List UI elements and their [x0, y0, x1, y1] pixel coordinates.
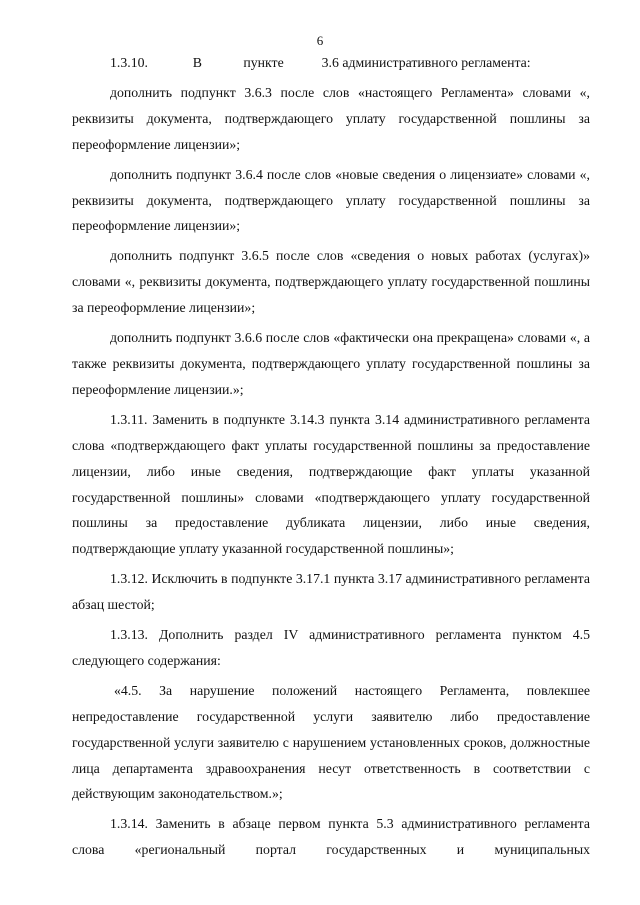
paragraph-1-3-10: 1.3.10. В пункте 3.6 административного регламента: — [110, 55, 531, 70]
document-body — [72, 50, 590, 863]
page-number: 6 — [316, 33, 324, 48]
paragraph-amend-3-6-4: дополнить подпункт 3.6.4 после слов «новые сведения о лицензиате» словами «, реквизиты документа, подтверждающего уплату государственной пошлины за переоформление лицензии»; — [72, 166, 590, 234]
paragraph-amend-3-6-5: дополнить подпункт 3.6.5 после слов «сведения о новых работах (услугах)» словами «, реквизиты документа, подтверждающего уплату государственной пошлины за переоформление лицензии»; — [72, 248, 590, 316]
paragraph-amend-3-6-3: дополнить подпункт 3.6.3 после слов «настоящего Регламента» словами «, реквизиты документа, подтверждающего уплату государственной пошлины за переоформление лицензии»; — [72, 84, 590, 152]
paragraph-1-3-14: 1.3.14. Заменить в абзаце первом пункта 5.3 административного регламента слова «региональный портал государственных и муниципальных — [72, 816, 590, 858]
paragraph-1-3-11: 1.3.11. Заменить в подпункте 3.14.3 пункта 3.14 административного регламента слова «подтверждающего факт уплаты государственной пошлины за предоставление лицензии, либо иные сведения, подтверждающие факт уплаты указанной государственной пошлины» словами «подтверждающего уплату государственной пошлины за предоставление дубликата лицензии, либо иные сведения, подтверждающие уплату указанной государственной пошлины»; — [72, 411, 590, 557]
paragraph-1-3-12: 1.3.12. Исключить в подпункте 3.17.1 пункта 3.17 административного регламента абзац шестой; — [72, 571, 590, 613]
paragraph-quote-4-5: «4.5. За нарушение положений настоящего Регламента, повлекшее непредоставление государственной услуги заявителю либо предоставление государственной услуги заявителю с нарушением установленных сроков, должностные лица департамента здравоохранения несут ответственность в соответствии с действующим законодательством.»; — [72, 682, 590, 802]
paragraph-1-3-13: 1.3.13. Дополнить раздел IV административного регламента пунктом 4.5 следующего содержания: — [72, 627, 590, 668]
paragraph-amend-3-6-6: дополнить подпункт 3.6.6 после слов «фактически она прекращена» словами «, а также реквизиты документа, подтверждающего уплату государственной пошлины за переоформление лицензии.»; — [72, 330, 590, 397]
